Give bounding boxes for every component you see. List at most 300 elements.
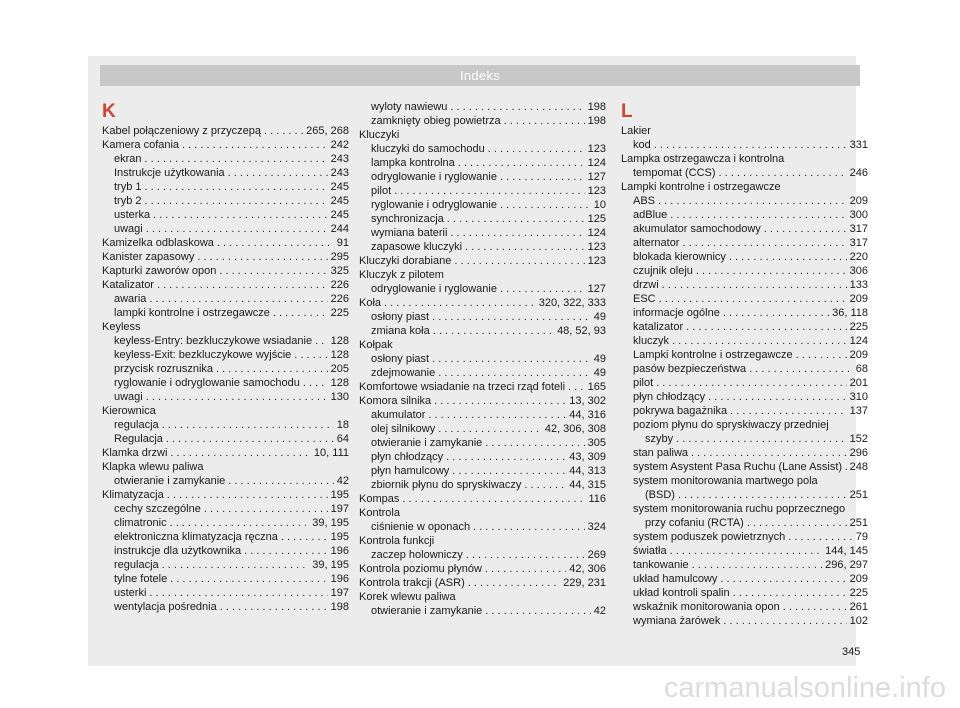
- index-entry: [359, 394, 606, 408]
- index-entry: [359, 100, 606, 114]
- index-entry: [359, 408, 606, 422]
- index-entry: [102, 558, 349, 572]
- dot-leader: [450, 226, 584, 240]
- entry-pages: 10: [593, 199, 606, 211]
- entry-label: synchronizacja: [371, 213, 444, 225]
- entry-pages: 43, 309: [569, 451, 606, 463]
- dot-leader: [485, 436, 584, 450]
- entry-label: Klamka drzwi: [102, 447, 168, 459]
- entry-pages: 165: [587, 381, 606, 393]
- index-entry: [102, 390, 349, 404]
- entry-label: wymiana baterii: [371, 227, 448, 239]
- entry-label: otwieranie i zamykanie: [114, 475, 226, 487]
- dot-leader: [691, 446, 847, 460]
- dot-leader: [434, 394, 566, 408]
- dot-leader: [145, 152, 328, 166]
- index-heading: Kontrola funkcji: [359, 535, 435, 547]
- entry-label: Komora silnika: [359, 395, 432, 407]
- index-entry: [102, 446, 349, 460]
- dot-leader: [488, 142, 585, 156]
- index-heading: Kierownica: [102, 405, 156, 417]
- index-heading: Kontrola: [359, 507, 400, 519]
- dot-leader: [729, 250, 847, 264]
- index-entry: [102, 264, 349, 278]
- entry-label: wymiana żarówek: [633, 615, 721, 627]
- dot-leader: [845, 460, 847, 474]
- dot-leader: [730, 404, 846, 418]
- index-entry: [359, 422, 606, 436]
- dot-leader: [204, 502, 328, 516]
- index-entry: [621, 194, 868, 208]
- entry-label: płyn chłodzący: [633, 391, 706, 403]
- dot-leader: [145, 180, 328, 194]
- entry-pages: 205: [330, 363, 349, 375]
- entry-label: (BSD): [645, 489, 675, 501]
- entry-label: Koła: [359, 297, 382, 309]
- index-entry: [102, 376, 349, 390]
- entry-label: czujnik oleju: [633, 265, 693, 277]
- entry-pages: 201: [849, 377, 868, 389]
- entry-pages: 127: [587, 283, 606, 295]
- index-entry: [621, 362, 868, 376]
- entry-label: odryglowanie i ryglowanie: [371, 283, 497, 295]
- entry-pages: 251: [849, 489, 868, 501]
- entry-label: pilot: [633, 377, 654, 389]
- index-entry: [621, 278, 868, 292]
- entry-pages: 324: [587, 521, 606, 533]
- entry-pages: 331: [849, 139, 868, 151]
- index-entry: [359, 282, 606, 296]
- entry-label: regulacja: [114, 559, 159, 571]
- entry-label: awaria: [114, 293, 147, 305]
- entry-label: Kompas: [359, 493, 400, 505]
- dot-leader: [676, 432, 847, 446]
- entry-pages: 102: [849, 615, 868, 627]
- entry-label: Komfortowe wsiadanie na trzeci rząd foteli: [359, 381, 566, 393]
- entry-pages: 229, 231: [563, 577, 606, 589]
- entry-pages: 245: [330, 181, 349, 193]
- index-entry: [621, 236, 868, 250]
- index-entry: [621, 460, 868, 474]
- entry-label: otwieranie i zamykanie: [371, 605, 483, 617]
- dot-leader: [217, 236, 334, 250]
- entry-pages: 246: [849, 167, 868, 179]
- entry-pages: 64: [336, 433, 349, 445]
- dot-leader: [438, 422, 542, 436]
- entry-pages: 137: [849, 405, 868, 417]
- entry-label: zapasowe kluczyki: [371, 241, 463, 253]
- entry-pages: 305: [587, 437, 606, 449]
- index-entry: [359, 436, 606, 450]
- entry-pages: 265, 268: [306, 125, 349, 137]
- dot-leader: [659, 292, 847, 306]
- index-heading: Kluczyki: [359, 129, 400, 141]
- dot-leader: [170, 572, 327, 586]
- dot-leader: [568, 380, 585, 394]
- entry-label: drzwi: [633, 279, 659, 291]
- entry-pages: 128: [330, 335, 349, 347]
- dot-leader: [244, 544, 327, 558]
- index-entry: [621, 222, 868, 236]
- entry-label: lampki kontrolne i ostrzegawcze: [114, 307, 270, 319]
- index-heading: Keyless: [102, 321, 141, 333]
- dot-leader: [438, 366, 591, 380]
- entry-pages: 42: [593, 605, 606, 617]
- entry-label: stan paliwa: [633, 447, 689, 459]
- section-letter: L: [621, 101, 633, 122]
- index-entry: [621, 166, 868, 180]
- index-entry: [359, 296, 606, 310]
- index-entry: [102, 334, 349, 348]
- entry-pages: 128: [330, 377, 349, 389]
- index-entry: [102, 586, 349, 600]
- index-entry: [359, 520, 606, 534]
- entry-label: Regulacja: [114, 433, 163, 445]
- entry-label: uwagi: [114, 223, 143, 235]
- dot-leader: [747, 516, 847, 530]
- entry-pages: 243: [330, 167, 349, 179]
- index-entry: [621, 348, 868, 362]
- entry-label: ABS: [633, 195, 656, 207]
- index-heading: Kluczyk z pilotem: [359, 269, 444, 281]
- index-heading: Klapka wlewu paliwa: [102, 461, 204, 473]
- entry-pages: 49: [593, 311, 606, 323]
- index-entry: [359, 198, 606, 212]
- dot-leader: [162, 558, 310, 572]
- dot-leader: [672, 334, 847, 348]
- entry-pages: 195: [330, 489, 349, 501]
- entry-label: zbiornik płynu do spryskiwaczy: [371, 479, 522, 491]
- index-entry: [359, 254, 606, 268]
- entry-label: kod: [633, 139, 651, 151]
- entry-label: zaczep holowniczy: [371, 549, 463, 561]
- dot-leader: [216, 362, 328, 376]
- entry-label: keyless-Exit: bezkluczykowe wyjście: [114, 349, 292, 361]
- index-entry: [359, 380, 606, 394]
- entry-pages: 13, 302: [569, 395, 606, 407]
- index-entry: [102, 432, 349, 446]
- index-entry: [102, 516, 349, 530]
- dot-leader: [670, 208, 846, 222]
- dot-leader: [723, 614, 846, 628]
- dot-leader: [788, 530, 853, 544]
- dot-leader: [149, 586, 327, 600]
- entry-pages: 325: [330, 265, 349, 277]
- index-entry: [621, 544, 868, 558]
- index-entry: [621, 138, 868, 152]
- entry-label: szyby: [645, 433, 674, 445]
- dot-leader: [219, 264, 327, 278]
- entry-pages: 123: [587, 255, 606, 267]
- index-entry: [621, 208, 868, 222]
- entry-label: kluczyki do samochodu: [371, 143, 485, 155]
- entry-pages: 209: [849, 573, 868, 585]
- entry-label: przycisk rozrusznika: [114, 363, 214, 375]
- index-heading: poziom płynu do spryskiwaczy przedniej: [633, 419, 829, 431]
- entry-label: wyloty nawiewu: [371, 101, 448, 113]
- entry-pages: 317: [849, 237, 868, 249]
- entry-pages: 198: [330, 601, 349, 613]
- index-entry: [102, 278, 349, 292]
- index-heading: Korek wlewu paliwa: [359, 591, 456, 603]
- entry-pages: 49: [593, 353, 606, 365]
- entry-pages: 123: [587, 241, 606, 253]
- entry-label: system Asystent Pasa Ruchu (Lane Assist): [633, 461, 843, 473]
- dot-leader: [402, 492, 585, 506]
- dot-leader: [145, 194, 328, 208]
- index-entry: [359, 604, 606, 618]
- dot-leader: [696, 264, 847, 278]
- index-entry: [621, 320, 868, 334]
- entry-pages: 196: [330, 573, 349, 585]
- index-entry: [102, 250, 349, 264]
- entry-label: ryglowanie i odryglowanie: [371, 199, 497, 211]
- dot-leader: [432, 310, 591, 324]
- entry-label: światła: [633, 545, 667, 557]
- entry-pages: 209: [849, 349, 868, 361]
- index-entry: [102, 544, 349, 558]
- entry-label: uwagi: [114, 391, 143, 403]
- dot-leader: [682, 236, 846, 250]
- entry-pages: 196: [330, 545, 349, 557]
- index-entry: [359, 142, 606, 156]
- index-entry: [102, 166, 349, 180]
- index-entry: [102, 362, 349, 376]
- dot-leader: [303, 376, 328, 390]
- entry-label: pilot: [371, 185, 392, 197]
- index-entry: [102, 502, 349, 516]
- entry-pages: 49: [593, 367, 606, 379]
- section-letter: K: [102, 101, 116, 122]
- dot-leader: [228, 166, 328, 180]
- entry-pages: 39, 195: [312, 517, 349, 529]
- entry-label: usterki: [114, 587, 147, 599]
- dot-leader: [167, 488, 328, 502]
- dot-leader: [749, 362, 853, 376]
- dot-leader: [720, 572, 846, 586]
- entry-label: układ hamulcowy: [633, 573, 718, 585]
- entry-pages: 243: [330, 153, 349, 165]
- entry-pages: 310: [849, 391, 868, 403]
- index-entry: [359, 324, 606, 338]
- entry-pages: 44, 316: [569, 409, 606, 421]
- entry-pages: 198: [587, 115, 606, 127]
- index-entry: [621, 376, 868, 390]
- entry-label: otwieranie i zamykanie: [371, 437, 483, 449]
- dot-leader: [220, 600, 328, 614]
- index-entry: [359, 352, 606, 366]
- index-entry: [359, 450, 606, 464]
- entry-label: Kapturki zaworów opon: [102, 265, 217, 277]
- entry-pages: 300: [849, 209, 868, 221]
- dot-leader: [264, 124, 303, 138]
- entry-label: akumulator: [371, 409, 426, 421]
- dot-leader: [485, 562, 566, 576]
- entry-label: lampka kontrolna: [371, 157, 455, 169]
- entry-pages: 68: [855, 363, 868, 375]
- entry-label: wentylacja pośrednia: [114, 601, 217, 613]
- index-entry: [102, 348, 349, 362]
- index-entry: [359, 464, 606, 478]
- index-entry: [102, 138, 349, 152]
- entry-label: Katalizator: [102, 279, 154, 291]
- entry-pages: 42: [336, 475, 349, 487]
- index-entry: [621, 446, 868, 460]
- index-heading: Kołpak: [359, 339, 393, 351]
- index-entry: [621, 390, 868, 404]
- index-entry: [102, 572, 349, 586]
- entry-label: Kanister zapasowy: [102, 251, 195, 263]
- entry-label: Kamizelka odblaskowa: [102, 237, 214, 249]
- dot-leader: [458, 156, 585, 170]
- dot-leader: [524, 478, 566, 492]
- dot-leader: [170, 516, 310, 530]
- index-heading: Lakier: [621, 125, 651, 137]
- index-entry: [621, 432, 868, 446]
- index-entry: [359, 240, 606, 254]
- entry-pages: 251: [849, 517, 868, 529]
- entry-pages: 42, 306, 308: [544, 423, 606, 435]
- dot-leader: [146, 390, 328, 404]
- dot-leader: [656, 376, 846, 390]
- entry-pages: 79: [855, 531, 868, 543]
- entry-pages: 225: [849, 321, 868, 333]
- dot-leader: [166, 432, 334, 446]
- index-entry: [102, 488, 349, 502]
- index-entry: [102, 600, 349, 614]
- entry-pages: 220: [849, 251, 868, 263]
- entry-pages: 242: [330, 139, 349, 151]
- dot-leader: [273, 306, 328, 320]
- index-entry: [621, 250, 868, 264]
- entry-pages: 320, 322, 333: [538, 297, 606, 309]
- entry-label: instrukcje dla użytkownika: [114, 545, 242, 557]
- index-entry: [359, 478, 606, 492]
- dot-leader: [146, 222, 328, 236]
- entry-pages: 127: [587, 171, 606, 183]
- dot-leader: [500, 198, 591, 212]
- entry-label: Instrukcje użytkowania: [114, 167, 225, 179]
- entry-pages: 296, 297: [825, 559, 868, 571]
- entry-label: Kamera cofania: [102, 139, 180, 151]
- index-entry: [102, 306, 349, 320]
- index-entry: [621, 334, 868, 348]
- dot-leader: [662, 278, 847, 292]
- dot-leader: [485, 604, 590, 618]
- index-entry: [102, 292, 349, 306]
- dot-leader: [452, 464, 566, 478]
- entry-pages: 124: [587, 157, 606, 169]
- dot-leader: [153, 208, 328, 222]
- index-entry: [359, 184, 606, 198]
- dot-leader: [394, 184, 584, 198]
- index-entry: [621, 530, 868, 544]
- index-entry: [102, 222, 349, 236]
- entry-label: ryglowanie i odryglowanie samochodu: [114, 377, 300, 389]
- entry-label: ciśnienie w oponach: [371, 521, 471, 533]
- entry-pages: 197: [330, 503, 349, 515]
- entry-pages: 197: [330, 587, 349, 599]
- entry-pages: 130: [330, 391, 349, 403]
- index-entry: [102, 180, 349, 194]
- dot-leader: [281, 530, 328, 544]
- entry-label: tylne fotele: [114, 573, 168, 585]
- entry-pages: 39, 195: [312, 559, 349, 571]
- index-heading: Lampki kontrolne i ostrzegawcze: [621, 181, 781, 193]
- entry-label: zdejmowanie: [371, 367, 436, 379]
- entry-pages: 124: [849, 335, 868, 347]
- index-entry: [621, 572, 868, 586]
- index-entry: [359, 492, 606, 506]
- entry-pages: 296: [849, 447, 868, 459]
- dot-leader: [796, 348, 847, 362]
- entry-pages: 91: [336, 237, 349, 249]
- entry-pages: 248: [849, 461, 868, 473]
- entry-pages: 245: [330, 195, 349, 207]
- index-entry: [102, 194, 349, 208]
- dot-leader: [473, 520, 585, 534]
- entry-label: adBlue: [633, 209, 668, 221]
- watermark-text: carmanualsonline.info: [663, 672, 946, 704]
- entry-label: pokrywa bagażnika: [633, 405, 728, 417]
- entry-pages: 36, 118: [832, 307, 868, 319]
- entry-pages: 225: [849, 587, 868, 599]
- index-entry: [102, 236, 349, 250]
- entry-label: katalizator: [633, 321, 684, 333]
- entry-label: Klimatyzacja: [102, 489, 164, 501]
- entry-label: cechy szczególne: [114, 503, 201, 515]
- dot-leader: [228, 474, 333, 488]
- entry-pages: 152: [849, 433, 868, 445]
- dot-leader: [733, 586, 847, 600]
- entry-label: osłony piast: [371, 311, 430, 323]
- entry-label: osłony piast: [371, 353, 430, 365]
- entry-pages: 269: [587, 549, 606, 561]
- index-entry: [621, 306, 868, 320]
- entry-label: keyless-Entry: bezkluczykowe wsiadanie: [114, 335, 313, 347]
- entry-pages: 125: [587, 213, 606, 225]
- index-entry: [621, 516, 868, 530]
- index-heading: Lampka ostrzegawcza i kontrolna: [621, 153, 785, 165]
- entry-pages: 317: [849, 223, 868, 235]
- entry-label: ekran: [114, 153, 142, 165]
- dot-leader: [433, 324, 554, 338]
- index-heading: system monitorowania ruchu poprzecznego: [633, 503, 846, 515]
- index-entry: [359, 226, 606, 240]
- index-heading: system monitorowania martwego pola: [633, 475, 818, 487]
- entry-label: Kabel połączeniowy z przyczepą: [102, 125, 261, 137]
- entry-pages: 198: [587, 101, 606, 113]
- dot-leader: [783, 600, 847, 614]
- dot-leader: [428, 408, 566, 422]
- index-column-3: [621, 100, 868, 628]
- index-column-2: [359, 100, 606, 618]
- entry-label: tryb 2: [114, 195, 142, 207]
- index-entry: [359, 548, 606, 562]
- index-entry: [621, 264, 868, 278]
- entry-label: płyn chłodzący: [371, 451, 444, 463]
- index-entry: [102, 208, 349, 222]
- entry-label: regulacja: [114, 419, 159, 431]
- entry-label: tryb 1: [114, 181, 142, 193]
- index-entry: [359, 310, 606, 324]
- entry-label: Lampki kontrolne i ostrzegawcze: [633, 349, 793, 361]
- index-entry: [621, 292, 868, 306]
- entry-pages: 209: [849, 293, 868, 305]
- entry-label: tempomat (CCS): [633, 167, 716, 179]
- index-entry: [359, 170, 606, 184]
- index-entry: [621, 614, 868, 628]
